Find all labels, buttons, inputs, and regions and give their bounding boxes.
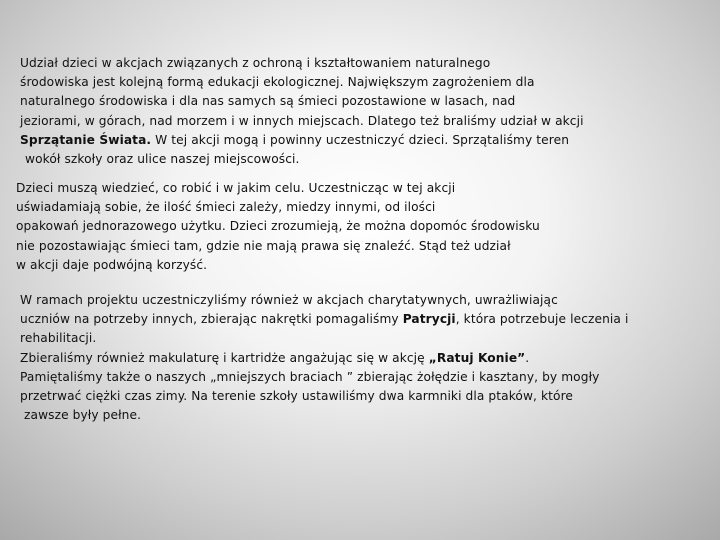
bold-text-patrycji: Patrycji xyxy=(402,312,456,327)
text-line xyxy=(20,310,628,329)
text-line: uświadamiają sobie, że ilość śmieci zależy, miedzy innymi, od ilości xyxy=(16,200,436,215)
text-line: W ramach projektu uczestniczyliśmy również w akcjach charytatywnych, uwrażliwiając xyxy=(20,293,558,307)
text-line: rehabilitacji. xyxy=(20,331,97,346)
text-line xyxy=(20,131,584,150)
paragraph-charity-actions xyxy=(20,291,628,425)
text-segment: W tej akcji mogą i powinny uczestniczyć dzieci. Sprzątaliśmy teren xyxy=(151,132,570,147)
paragraph-children-awareness xyxy=(16,179,540,275)
text-line: jeziorami, w górach, nad morzem i w innych miejscach. Dlatego też braliśmy udział w akcji xyxy=(20,113,584,128)
text-line: nie pozostawiając śmieci tam, gdzie nie mają prawa się znaleźć. Stąd też udział xyxy=(16,238,511,253)
bold-text-ratuj-konie: „Ratuj Konie” xyxy=(428,350,526,365)
text-line: w akcji daje podwójną korzyść. xyxy=(16,257,208,272)
text-line: naturalnego środowiska i dla nas samych są śmieci pozostawione w lasach, nad xyxy=(20,94,516,109)
text-segment: . xyxy=(525,350,530,365)
paragraph-environment-action xyxy=(20,54,584,169)
text-line: opakowań jednorazowego użytku. Dzieci zrozumieją, że można dopomóc środowisku xyxy=(16,219,540,234)
text-line: Udział dzieci w akcjach związanych z ochroną i kształtowaniem naturalnego xyxy=(20,56,491,70)
text-line: zawsze były pełne. xyxy=(24,408,142,423)
text-line: wokół szkoły oraz ulice naszej miejscowości. xyxy=(25,151,300,166)
text-segment: , która potrzebuje leczenia i xyxy=(455,312,629,327)
text-line: środowiska jest kolejną formą edukacji ekologicznej. Największym zagrożeniem dla xyxy=(20,75,535,90)
text-segment: Zbieraliśmy również makulaturę i kartridże angażując się w akcję xyxy=(20,350,429,365)
text-line xyxy=(20,349,628,368)
text-line: Pamiętaliśmy także o naszych „mniejszych braciach ” zbierając żołędzie i kasztany, by mogły xyxy=(20,369,600,384)
bold-text-sprzatanie-swiata: Sprzątanie Świata. xyxy=(20,132,152,147)
text-line: przetrwać ciężki czas zimy. Na terenie szkoły ustawiliśmy dwa karmniki dla ptaków, które xyxy=(20,388,574,403)
text-line: Dzieci muszą wiedzieć, co robić i w jakim celu. Uczestnicząc w tej akcji xyxy=(16,181,456,195)
text-segment: uczniów na potrzeby innych, zbierając nakrętki pomagaliśmy xyxy=(20,312,403,327)
